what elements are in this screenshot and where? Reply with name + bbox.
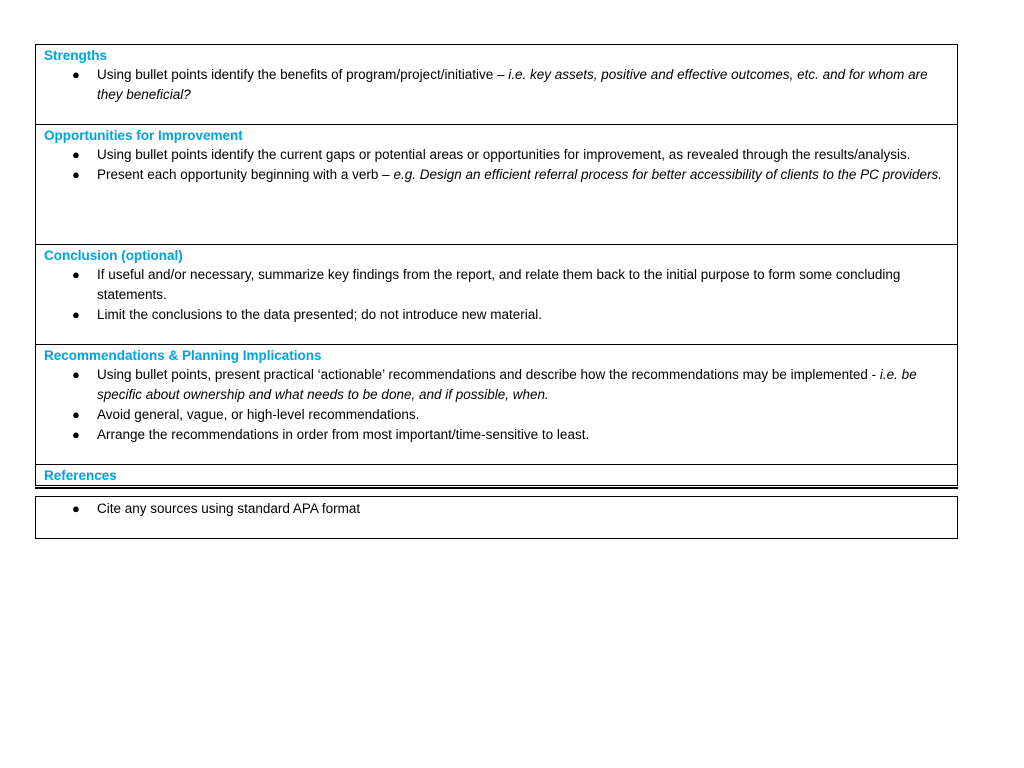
- list-item: [44, 305, 950, 325]
- section-heading-recommendations: Recommendations & Planning Implications: [44, 348, 322, 363]
- bullet-text: Arrange the recommendations in order from most important/time-sensitive to least.: [97, 427, 590, 442]
- list-item: [44, 425, 950, 445]
- bullet-text: Avoid general, vague, or high-level recommendations.: [97, 407, 420, 422]
- bullet-icon: ●: [72, 367, 80, 382]
- section-heading-conclusion: Conclusion (optional): [44, 248, 183, 263]
- list-item: [44, 65, 950, 105]
- section-references-heading: [36, 465, 957, 486]
- section-conclusion: [36, 245, 957, 345]
- bullet-icon: ●: [72, 267, 80, 282]
- bullet-text-italic: e.g. Design an efficient referral process for better accessibility of clients to the PC providers.: [393, 167, 942, 182]
- bullet-text: If useful and/or necessary, summarize key findings from the report, and relate them back to the initial purpose to form some concluding statements.: [97, 267, 901, 302]
- list-item: [44, 499, 950, 519]
- bullet-text: Using bullet points identify the current gaps or potential areas or opportunities for improvement, as revealed through the results/analysis.: [97, 147, 911, 162]
- list-item: [44, 145, 950, 165]
- section-recommendations: [36, 345, 957, 465]
- list-item: [44, 265, 950, 305]
- section-heading-opportunities: Opportunities for Improvement: [44, 128, 243, 143]
- section-references-body: [35, 496, 958, 539]
- bullet-icon: ●: [72, 407, 80, 422]
- section-heading-strengths: Strengths: [44, 48, 108, 63]
- bullet-text: Limit the conclusions to the data presented; do not introduce new material.: [97, 307, 543, 322]
- bullet-list: [44, 365, 950, 445]
- bullet-text-italic: i.e. be specific about ownership and what needs to be done, and if possible, when.: [97, 367, 917, 402]
- bullet-list: [44, 265, 950, 325]
- bullet-list: [44, 499, 950, 519]
- bullet-icon: ●: [72, 167, 80, 182]
- bullet-text-italic: i.e. key assets, positive and effective outcomes, etc. and for whom are they beneficial?: [97, 67, 928, 102]
- guidelines-table: [35, 44, 958, 486]
- bullet-icon: ●: [72, 427, 80, 442]
- list-item: [44, 165, 950, 185]
- list-item: [44, 405, 950, 425]
- bullet-text: Cite any sources using standard APA format: [97, 501, 361, 516]
- bullet-list: [44, 145, 950, 185]
- section-strengths: [36, 45, 957, 125]
- bullet-icon: ●: [72, 67, 80, 82]
- table-divider: [35, 487, 958, 489]
- bullet-icon: ●: [72, 147, 80, 162]
- bullet-text: Using bullet points, present practical ‘actionable’ recommendations and describe how the recommendations may be implemented -: [97, 367, 880, 382]
- bullet-text: Present each opportunity beginning with a verb –: [97, 167, 394, 182]
- bullet-text: Using bullet points identify the benefits of program/project/initiative –: [97, 67, 509, 82]
- bullet-icon: ●: [72, 307, 80, 322]
- list-item: [44, 365, 950, 405]
- bullet-icon: ●: [72, 501, 80, 516]
- section-heading-references: References: [44, 468, 117, 483]
- bullet-list: [44, 65, 950, 105]
- section-opportunities: [36, 125, 957, 245]
